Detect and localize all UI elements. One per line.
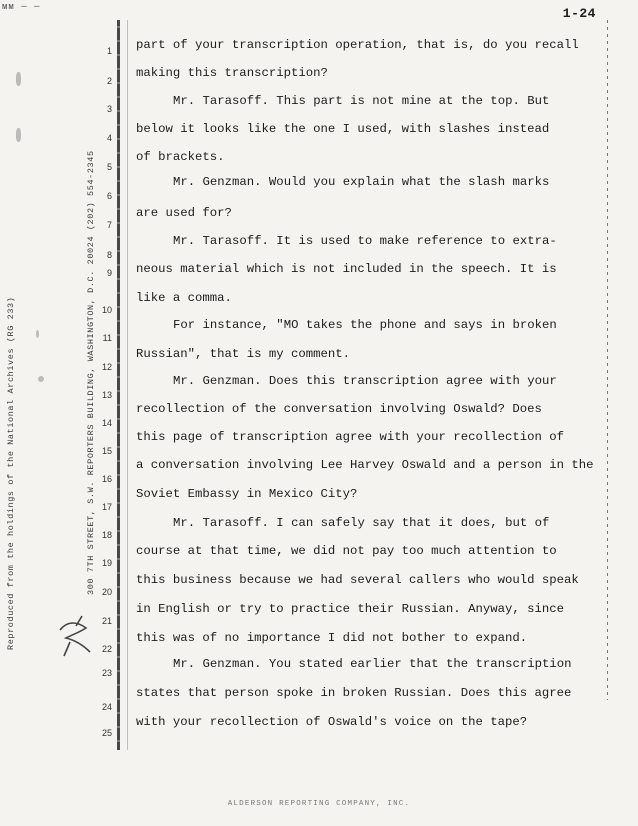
transcript-line: Soviet Embassy in Mexico City?: [136, 487, 358, 501]
line-number: 1: [106, 46, 112, 56]
transcript-line: are used for?: [136, 206, 232, 220]
reporting-company-footer: ALDERSON REPORTING COMPANY, INC.: [227, 800, 411, 808]
transcript-line: recollection of the conversation involving Oswald? Does: [136, 402, 542, 416]
line-number: 10: [101, 305, 112, 315]
line-number: 3: [106, 104, 112, 114]
line-number: 5: [106, 162, 112, 172]
transcript-line: below it looks like the one I used, with slashes instead: [136, 122, 550, 136]
transcript-line: course at that time, we did not pay too much attention to: [136, 544, 557, 558]
line-number: 19: [101, 558, 112, 568]
transcript-line: Mr. Tarasoff. I can safely say that it does, but of: [173, 516, 550, 530]
reporters-address-margin-note: 300 7TH STREET, S.W. REPORTERS BUILDING, WASHINGTON, D.C. 20024 (202) 554-2345: [86, 150, 96, 595]
transcript-line: this page of transcription agree with your recollection of: [136, 430, 565, 444]
line-number: 11: [102, 333, 112, 343]
line-number: 14: [101, 418, 112, 428]
archives-margin-note: Reproduced from the holdings of the National Archives (RG 233): [6, 296, 16, 650]
line-number: 21: [101, 616, 112, 626]
line-number: 22: [101, 644, 112, 654]
line-number: 2: [106, 76, 112, 86]
transcript-line: Mr. Tarasoff. This part is not mine at the top. But: [173, 94, 550, 108]
line-number: 12: [101, 362, 112, 372]
transcript-line: in English or try to practice their Russian. Anyway, since: [136, 602, 565, 616]
transcript-line: with your recollection of Oswald's voice on the tape?: [136, 715, 528, 729]
line-number: 6: [106, 191, 112, 201]
line-number: 17: [101, 502, 112, 512]
left-margin-rule: [117, 20, 120, 750]
transcript-line: Mr. Genzman. Would you explain what the slash marks: [173, 175, 550, 189]
transcript-line: Mr. Genzman. You stated earlier that the transcription: [173, 657, 572, 671]
transcript-line: neous material which is not included in the speech. It is: [136, 262, 557, 276]
transcript-line: making this transcription?: [136, 66, 328, 80]
transcript-line: Russian", that is my comment.: [136, 347, 351, 361]
line-number: 18: [101, 530, 112, 540]
corner-mark: ᴍᴍ ─ ─: [2, 2, 41, 12]
line-number: 13: [101, 390, 112, 400]
transcript-line: this business because we had several callers who would speak: [136, 573, 579, 587]
margin-scribble: [56, 612, 96, 662]
transcript-line: a conversation involving Lee Harvey Oswald and a person in the: [136, 458, 594, 472]
transcript-line: states that person spoke in broken Russian. Does this agree: [136, 686, 572, 700]
right-margin-rule: [607, 20, 608, 700]
line-number: 7: [106, 220, 112, 230]
margin-smudge: [38, 376, 44, 382]
transcript-line: Mr. Tarasoff. It is used to make reference to extra-: [173, 234, 557, 248]
transcript-line: part of your transcription operation, that is, do you recall: [136, 38, 579, 52]
line-number: 24: [101, 702, 112, 712]
margin-smudge: [16, 128, 21, 142]
transcript-line: this was of no importance I did not bother to expand.: [136, 631, 528, 645]
margin-smudge: [36, 330, 39, 338]
transcript-line: like a comma.: [136, 291, 232, 305]
transcript-line: For instance, "MO takes the phone and says in broken: [173, 318, 557, 332]
left-margin-rule-inner: [127, 20, 128, 750]
line-number: 23: [101, 668, 112, 678]
page-number: 1-24: [562, 6, 596, 21]
line-number: 25: [101, 728, 112, 738]
line-number: 20: [101, 587, 112, 597]
line-number: 9: [106, 268, 112, 278]
line-number: 8: [106, 250, 112, 260]
margin-smudge: [16, 72, 21, 86]
line-number: 16: [101, 474, 112, 484]
transcript-line: of brackets.: [136, 150, 225, 164]
line-number: 15: [101, 446, 112, 456]
transcript-line: Mr. Genzman. Does this transcription agree with your: [173, 374, 557, 388]
line-number: 4: [106, 133, 112, 143]
